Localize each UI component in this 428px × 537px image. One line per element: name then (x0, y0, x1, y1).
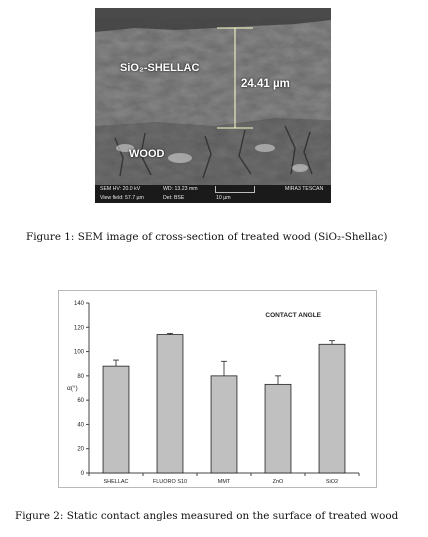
x-tick-label: ZnO (272, 479, 284, 485)
bar (319, 344, 345, 473)
figure1-caption: Figure 1: SEM image of cross-section of treated wood (SiO₂-Shellac) (26, 231, 388, 243)
sem-detector: Det: BSE (163, 195, 185, 201)
sem-brand: MIRA3 TESCAN (285, 186, 324, 192)
sem-wd: WD: 13.23 mm (163, 186, 198, 192)
sem-image (95, 8, 331, 203)
y-tick-label: 60 (77, 398, 84, 405)
y-tick-label: 80 (77, 373, 84, 380)
sem-view-field: View field: 57.7 µm (100, 195, 144, 201)
y-axis-label: α(°) (67, 385, 78, 392)
y-tick-label: 40 (77, 422, 84, 429)
coating-label: SiO₂-SHELLAC (120, 62, 200, 74)
thickness-measurement: 24.41 µm (241, 78, 290, 90)
y-tick-label: 20 (77, 446, 84, 453)
x-tick-label: FLUORO S10 (152, 479, 188, 485)
x-tick-label: SHELLAC (103, 479, 129, 485)
sem-hv: SEM HV: 20.0 kV (100, 186, 141, 192)
bar (211, 376, 237, 473)
bar (103, 366, 129, 473)
figure2-caption: Figure 2: Static contact angles measured on the surface of treated wood (15, 510, 399, 522)
sem-scale-label: 10 µm (216, 195, 231, 201)
y-tick-label: 0 (80, 471, 84, 477)
x-tick-label: MMT (217, 479, 231, 485)
chart-svg (59, 291, 376, 487)
wood-label: WOOD (129, 148, 165, 160)
bar (157, 335, 183, 473)
y-tick-label: 140 (73, 301, 84, 307)
sem-info-bar (95, 185, 331, 203)
y-tick-label: 120 (73, 325, 84, 332)
bar (265, 384, 291, 473)
sem-texture (95, 8, 331, 203)
sem-scale-bar (215, 186, 255, 193)
contact-angle-chart (58, 290, 377, 488)
y-tick-label: 100 (73, 349, 84, 356)
chart-title: CONTACT ANGLE (265, 312, 321, 319)
x-tick-label: SiO2 (325, 479, 339, 485)
